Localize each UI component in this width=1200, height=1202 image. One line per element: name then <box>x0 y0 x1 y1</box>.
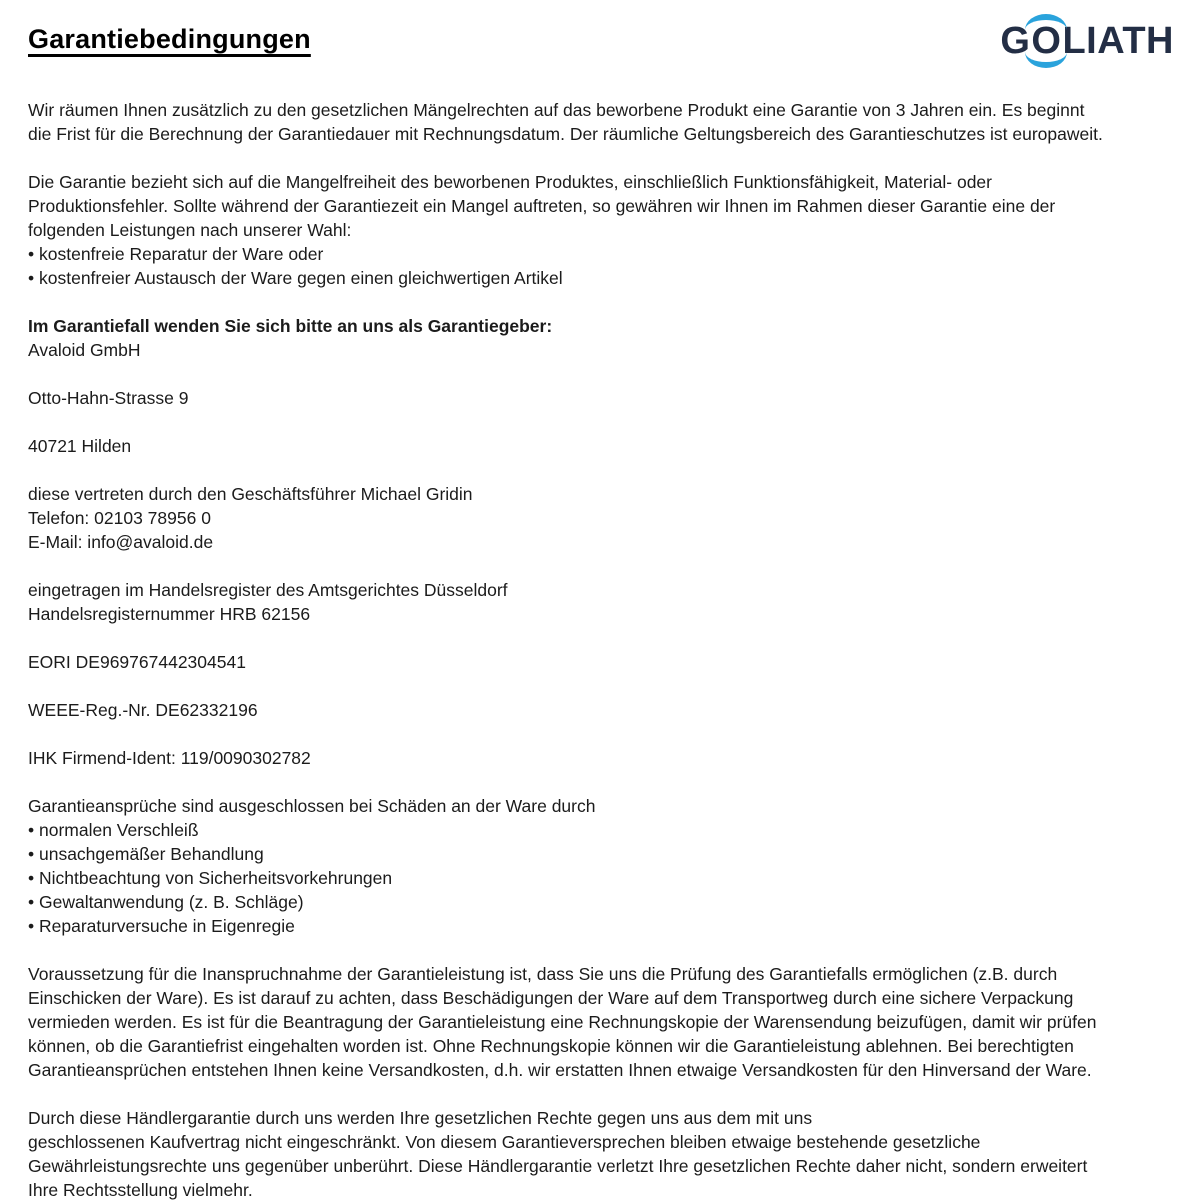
bullet-item: • kostenfreie Reparatur der Ware oder <box>28 244 324 264</box>
paragraph-conditions <box>28 962 1176 1082</box>
text-line: folgenden Leistungen nach unserer Wahl: <box>28 220 352 240</box>
bullet-item: • kostenfreier Austausch der Ware gegen einen gleichwertigen Artikel <box>28 268 563 288</box>
guarantor-city-block <box>28 434 1176 458</box>
ihk-ident: IHK Firmend-Ident: 119/0090302782 <box>28 748 311 768</box>
register-block <box>28 578 1176 626</box>
guarantor-contact-block <box>28 482 1176 554</box>
text-line: Einschicken der Ware). Es ist darauf zu achten, dass Beschädigungen der Ware auf dem Transportweg durch eine sichere Verpackung <box>28 988 1074 1008</box>
guarantor-heading: Im Garantiefall wenden Sie sich bitte an uns als Garantiegeber: <box>28 316 553 336</box>
guarantor-street-block <box>28 386 1176 410</box>
text-line: Ihre Rechtsstellung vielmehr. <box>28 1180 253 1200</box>
goliath-logo <box>1000 22 1174 60</box>
bullet-item: • Reparaturversuche in Eigenregie <box>28 916 295 936</box>
eori-block <box>28 650 1176 674</box>
text-line: Produktionsfehler. Sollte während der Garantiezeit ein Mangel auftreten, so gewähren wir Ihnen im Rahmen dieser Garantie eine der <box>28 196 1056 216</box>
paragraph-legal <box>28 1106 1176 1202</box>
guarantor-city: 40721 Hilden <box>28 436 132 456</box>
text-line: Die Garantie bezieht sich auf die Mangelfreiheit des beworbenen Produktes, einschließlich Funktionsfähigkeit, Material- oder <box>28 172 992 192</box>
text-line: können, ob die Garantiefrist eingehalten worden ist. Ohne Rechnungskopie können wir die Garantieleistung ablehnen. Bei berechtigten <box>28 1036 1074 1056</box>
guarantor-company: Avaloid GmbH <box>28 340 141 360</box>
ihk-block <box>28 746 1176 770</box>
document-body <box>28 96 1176 1202</box>
text-line: Durch diese Händlergarantie durch uns werden Ihre gesetzlichen Rechte gegen uns aus dem mit uns <box>28 1108 813 1128</box>
text-line: geschlossenen Kaufvertrag nicht eingeschränkt. Von diesem Garantieversprechen bleiben etwaige bestehende gesetzliche <box>28 1132 981 1152</box>
bullet-item: • Gewaltanwendung (z. B. Schläge) <box>28 892 304 912</box>
logo-letter-o: O <box>1031 20 1062 62</box>
eori-number: EORI DE969767442304541 <box>28 652 246 672</box>
bullet-item: • Nichtbeachtung von Sicherheitsvorkehrungen <box>28 868 393 888</box>
text-line: Gewährleistungsrechte uns gegenüber unberührt. Diese Händlergarantie verletzt Ihre gesetzlichen Rechte daher nicht, sondern erweitert <box>28 1156 1088 1176</box>
text-line: Garantieansprüchen entstehen Ihnen keine Versandkosten, d.h. wir erstatten Ihnen etwaige Versandkosten für den Hinversand der Ware. <box>28 1060 1092 1080</box>
text-line: vermieden werden. Es ist für die Beantragung der Garantieleistung eine Rechnungskopie der Warensendung beizufügen, damit wir prüfen <box>28 1012 1097 1032</box>
page-title: Garantiebedingungen <box>28 24 311 54</box>
guarantor-email: E-Mail: info@avaloid.de <box>28 532 214 552</box>
bullet-item: • normalen Verschleiß <box>28 820 199 840</box>
paragraph-scope <box>28 170 1176 290</box>
paragraph-intro <box>28 98 1176 146</box>
weee-number: WEEE-Reg.-Nr. DE62332196 <box>28 700 258 720</box>
guarantor-representative: diese vertreten durch den Geschäftsführer Michael Gridin <box>28 484 473 504</box>
register-number: Handelsregisternummer HRB 62156 <box>28 604 311 624</box>
paragraph-exclusions <box>28 794 1176 938</box>
document-header <box>28 18 1176 96</box>
guarantor-street: Otto-Hahn-Strasse 9 <box>28 388 189 408</box>
bullet-item: • unsachgemäßer Behandlung <box>28 844 264 864</box>
text-line: Voraussetzung für die Inanspruchnahme der Garantieleistung ist, dass Sie uns die Prüfung des Garantiefalls ermöglichen (z.B. durch <box>28 964 1058 984</box>
text-line: die Frist für die Berechnung der Garantiedauer mit Rechnungsdatum. Der räumliche Geltungsbereich des Garantieschutzes ist europaweit. <box>28 124 1103 144</box>
logo-letter-g: G <box>1000 20 1031 62</box>
logo-o-mark <box>1031 22 1061 60</box>
text-line: Wir räumen Ihnen zusätzlich zu den gesetzlichen Mängelrechten auf das beworbene Produkt eine Garantie von 3 Jahren ein. Es beginnt <box>28 100 1085 120</box>
logo-letters-liath: LIATH <box>1062 20 1174 62</box>
guarantor-heading-block <box>28 314 1176 362</box>
exclusions-heading: Garantieansprüche sind ausgeschlossen bei Schäden an der Ware durch <box>28 796 596 816</box>
weee-block <box>28 698 1176 722</box>
register-court: eingetragen im Handelsregister des Amtsgerichtes Düsseldorf <box>28 580 508 600</box>
guarantor-phone: Telefon: 02103 78956 0 <box>28 508 211 528</box>
